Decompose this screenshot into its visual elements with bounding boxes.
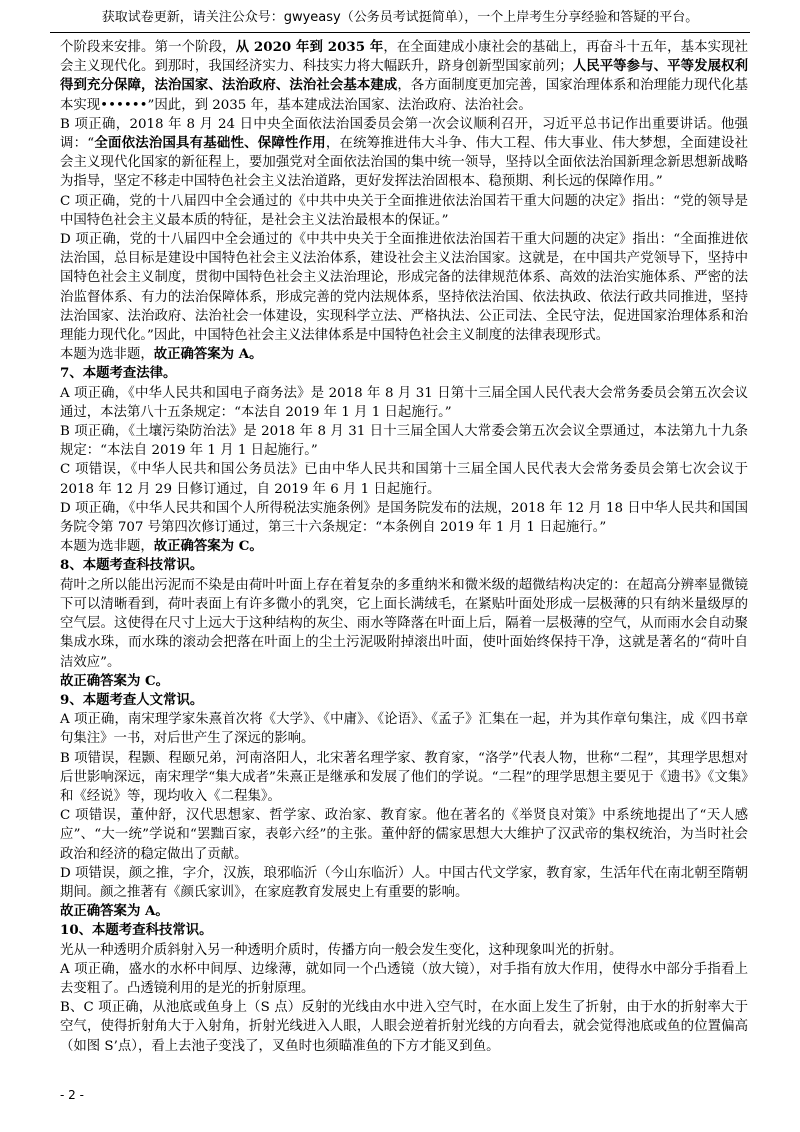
text: B 项正确，2018 年 8 月 24 日中央全面依法治国委员会第一次会议顺利召开，习近平总书记作出重要讲话。他强调：“ [60,116,748,152]
paragraph: A 项正确，南宋理学家朱熹首次将《大学》、《中庸》、《论语》、《孟子》汇集在一起，并为其作章句集注，成《四书章句集注》一书，对后世产生了深远的影响。 [60,712,748,747]
paragraph: D 项错误，颜之推，字介，汉族，琅邪临沂（今山东临沂）人。中国古代文学家，教育家，生活年代在南北朝至隋朝期间。颜之推著有《颜氏家训》，在家庭教育发展史上有重要的影响。 [60,865,748,900]
answer-line [60,672,748,691]
text: 本题为选非题， [60,539,154,555]
paragraph [60,38,748,115]
question-title: 7、本题考查法律。 [60,365,177,382]
paragraph: B 项错误，程颢、程颐兄弟，河南洛阳人，北宋著名理学家、教育家，“洛学”代表人物，世称“二程”，其理学思想对后世影响深远，南宋理学“集大成者”朱熹正是继承和发展了他们的学说。“二程”的理学思想主要见于《遗书》《文集》和《经说》等，现均收入《二程集》。 [60,750,748,804]
text: ，在统筹推进伟大斗争、伟大工程、伟大事业、伟大梦想，全面建设社会主义现代化国家的新征程上，要加强党对全面依法治国的集中统一领导，坚持以全面依法治国新理念新思想新战略为指导，坚定不移走中国特色社会主义法治道路，更好发挥法治固根本、稳预期、利长远的保障作用。” [60,136,748,190]
text: 本题为选非题， [60,347,154,363]
answer-text: 故正确答案为 C。 [153,538,263,555]
paragraph: A 项正确，盛水的水杯中间厚、边缘薄，就如同一个凸透镜（放大镜），对手指有放大作用，使得水中部分手指看上去变粗了。凸透镜利用的是光的折射原理。 [60,961,748,996]
bold-text: 人民平等参与、平等发展权利得到充分保障，法治国家、法治政府、法治社会基本建成 [60,58,749,94]
bold-text: 全面依法治国具有基础性、保障性作用 [94,135,326,152]
answer-text: 故正确答案为 A。 [153,346,263,363]
document-body [60,38,748,1056]
paragraph: C 项错误，董仲舒，汉代思想家、哲学家、政治家、教育家。他在著名的《举贤良对策》中系统地提出了“天人感应”、“大一统”学说和“罢黜百家，表彰六经”的主张。董仲舒的儒家思想大大维护了汉武帝的集权统治，为当时社会政治和经济的稳定做出了贡献。 [60,808,748,862]
answer-line [60,537,748,556]
answer-line [60,902,748,921]
paragraph [60,115,748,192]
paragraph: A 项正确，《中华人民共和国电子商务法》是 2018 年 8 月 31 日第十三届全国人民代表大会常务委员会第五次会议通过，本法第八十五条规定：“本法自 2019 年 1 月 1 日起施行。” [60,385,748,420]
question-title: 10、本题考查科技常识。 [60,922,213,939]
bold-text: 从 2020 年到 2035 年 [235,39,384,55]
paragraph: D 项正确，党的十八届四中全会通过的《中共中央关于全面推进依法治国若干重大问题的决定》指出：“全面推进依法治国，总目标是建设中国特色社会主义法治体系，建设社会主义法治国家。这就是，在中国共产党领导下，坚持中国特色社会主义制度，贯彻中国特色社会主义法治理论，形成完备的法律规范体系、高效的法治实施体系、严密的法治监督体系、有力的法治保障体系，形成完善的党内法规体系，坚持依法治国、依法执政、依法行政共同推进，坚持法治国家、法治政府、法治社会一体建设，实现科学立法、严格执法、公正司法、全民守法，促进国家治理体系和治理能力现代化。”因此，中国特色社会主义法律体系是中国特色社会主义制度的法律表现形式。 [60,232,748,344]
paragraph: C 项正确，党的十八届四中全会通过的《中共中央关于全面推进依法治国若干重大问题的决定》指出：“党的领导是中国特色社会主义最本质的特征，是社会主义法治最根本的保证。” [60,193,748,228]
paragraph: C 项错误，《中华人民共和国公务员法》已由中华人民共和国第十三届全国人民代表大会常务委员会第七次会议于 2018 年 12 月 29 日修订通过，自 2019 年 6 月 1 日起施行。 [60,462,748,497]
paragraph: 荷叶之所以能出污泥而不染是由荷叶叶面上存在着复杂的多重纳米和微米级的超微结构决定的：在超高分辨率显微镜下可以清晰看到，荷叶表面上有许多微小的乳突，它上面长满绒毛，在紧贴叶面处形成一层极薄的只有纳米量级厚的空气层。这使得在尺寸上远大于这种结构的灰尘、雨水等降落在叶面上后，隔着一层极薄的空气，从而雨水会自动聚集成水珠，而水珠的滚动会把落在叶面上的尘土污泥吸附掉滚出叶面，使叶面始终保持干净，这就是著名的“荷叶自洁效应”。 [60,577,748,670]
paragraph: B 项正确，《土壤污染防治法》是 2018 年 8 月 31 日十三届全国人大常委会第五次会议全票通过，本法第九十九条规定：“本法自 2019 年 1 月 1 日起施行。” [60,424,748,459]
page-number: - 2 - [60,1088,84,1102]
paragraph: B、C 项正确，从池底或鱼身上（S 点）反射的光线由水中进入空气时，在水面上发生了折射，由于水的折射率大于空气，使得折射角大于入射角，折射光线进入人眼，人眼会逆着折射光线的方向看去，就会觉得池底或鱼的位置偏高（如图 S’点），看上去池子变浅了，叉鱼时也须瞄准鱼的下方才能叉到鱼。 [60,1000,748,1054]
question-title: 8、本题考查科技常识。 [60,557,204,574]
page-header: 获取试卷更新，请关注公众号：gwyeasy（公务员考试挺简单），一个上岸考生分享经验和答疑的平台。 [50,8,750,33]
text: 个阶段来安排。第一个阶段， [60,40,236,55]
paragraph: D 项正确，《中华人民共和国个人所得税法实施条例》是国务院发布的法规，2018 年 12 月 18 日中华人民共和国国务院令第 707 号第四次修订通过，第三十六条规定：“本条例自 2019 年 1 月 1 日起施行。” [60,500,748,536]
answer-text: 故正确答案为 A。 [60,903,169,920]
answer-line [60,345,748,364]
answer-text: 故正确答案为 C。 [60,672,170,689]
question-title: 9、本题考查人文常识。 [60,691,204,708]
text: ，各方面制度更加完善，国家治理体系和治理能力现代化基本实现••••••”因此，到 2035 年，基本建成法治国家、法治政府、法治社会。 [60,78,749,113]
text: ，在全面建成小康社会的基础上，再奋斗十五年，基本实现社会主义现代化。到那时，我国经济实力、科技实力将大幅跃升，跻身创新型国家前列； [60,40,749,75]
paragraph: 光从一种透明介质斜射入另一种透明介质时，传播方向一般会发生变化，这种现象叫光的折射。 [60,942,623,958]
